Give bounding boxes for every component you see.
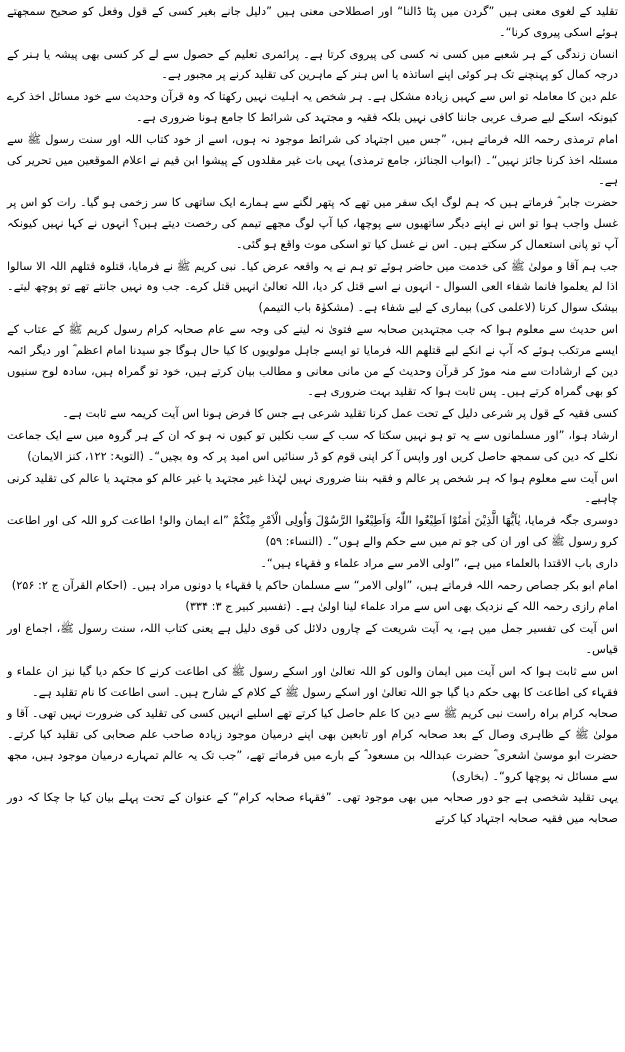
paragraph-tafseer-jamal: اس آیت کی تفسیر جمل میں ہے، یہ آیت شریعت کے چاروں دلائل کی قوی دلیل ہے یعنی کتاب اللہ، سنت رسول ﷺ، اجماع اور قیاس۔ xyxy=(7,622,618,656)
paragraph-human-following: انسان زندگی کے ہر شعبے میں کسی نہ کسی کی پیروی کرتا ہے۔ پرائمری تعلیم کے حصول سے لے کر کسی بھی پیشہ یا ہنر کے درجہ کمال کو پہنچنے تک ہر کوئی اپنے اساتذہ یا اس ہنر کے ماہرین کی تقلید کرنے پر مجبور ہے۔ xyxy=(7,47,618,82)
paragraph-hadith-conclusion: اس حدیث سے معلوم ہوا کہ جب مجتہدین صحابہ سے فتویٰ نہ لینے کی وجہ سے عام صحابہ کرام رسول کریم ﷺ کے عتاب کے ایسے مرتکب ہوئے کہ آپ نے انکے لیے قتلھم اللہ فرمایا تو ایسے جاہل مولویوں کا کیا حال ہوگا جو سیدنا امام اعظم ؓ اور دیگر ائمہ دین کے ارشادات سے منہ موڑ کر قرآن وحدیث کے من مانی معانی و مطالب بیان کرتے ہیں، خود تو گمراہ ہیں، سادہ لوح سنیوں کو بھی گمراہ کرتے ہیں۔ پس ثابت ہوا کہ تقلید بہت ضروری ہے۔ xyxy=(7,322,618,399)
paragraph-taqleed-shari: کسی فقیہ کے قول پر شرعی دلیل کے تحت عمل کرنا تقلید شرعی ہے جس کا فرض ہونا اس آیت کریمہ سے ثابت ہے۔ xyxy=(62,407,618,421)
paragraph-imam-tirmidhi: امام ترمذی رحمہ اللہ فرماتے ہیں، ”جس میں اجتہاد کی شرائط موجود نہ ہوں، اسے از خود کتاب اللہ اور سنت رسول ﷺ سے مسئلہ اخذ کرنا جائز نہیں“۔ (ابواب الجنائز، جامع ترمذی) یہی بات غیر مقلدوں کے پیشوا ابن قیم نے اعلام الموقعین میں تحریر کی ہے۔ xyxy=(7,132,618,188)
paragraph-an-nisa-verse: دوسری جگہ فرمایا، یٰاَیُّھَا الَّذِیْنَ اٰمَنُوْا اَطِیْعُوا اللّٰہَ وَاَطِیْعُوا الرَّسُوْلَ وَاُولِی الْاَمْرِ مِنْکُمْ ”اے ایمان والو! اطاعت کرو اللہ کی اور اطاعت کرو رسول ﷺ کی اور ان کی جو تم میں سے حکم والے ہوں“۔ (النساء: ۵۹) xyxy=(7,514,618,548)
paragraph-at-tawbah-verse: ارشاد ہوا، ”اور مسلمانوں سے یہ تو ہو نہیں سکتا کہ سب کے سب نکلیں تو کیوں نہ ہو کہ ان کے ہر گروہ میں سے ایک جماعت نکلے کہ دین کی سمجھ حاصل کریں اور واپس آ کر اپنی قوم کو ڈر سنائیں اس امید پر کہ وہ بچیں“۔ (التوبۃ: ۱۲۲، کنز الایمان) xyxy=(7,428,618,463)
paragraph-hazrat-jabir: حضرت جابر ؓ فرماتے ہیں کہ ہم لوگ ایک سفر میں تھے کہ پتھر لگنے سے ہمارے ایک ساتھی کا سر زخمی ہو گیا۔ رات کو اس پر غسل واجب ہوا تو اس نے اپنے دیگر ساتھیوں سے پوچھا، کیا آپ لوگ مجھے تیمم کی رخصت دیتے ہیں؟ انہوں نے کہا نہیں کیونکہ آپ تو پانی استعمال کر سکتے ہیں۔ اس نے غسل کیا تو اسکی موت واقع ہو گئی۔ xyxy=(7,196,618,251)
paragraph-imam-razi: امام رازی رحمہ اللہ کے نزدیک بھی اس سے مراد علماء لینا اولیٰ ہے۔ (تفسیر کبیر ج ۳: ۳۳۴) xyxy=(185,600,618,614)
paragraph-taqleed-shakhsi: یہی تقلید شخصی ہے جو دور صحابہ میں بھی موجود تھی۔ ”فقہاء صحابہ کرام“ کے عنوان کے تحت پہلے بیان کیا جا چکا کہ دور صحابہ میں فقیہ صحابہ اجتہاد کیا کرتے xyxy=(7,791,618,826)
paragraph-sahaba: صحابہ کرام براہ راست نبی کریم ﷺ سے دین کا علم حاصل کیا کرتے تھے اسلیے انہیں کسی کی تقلید کی ضرورت نہیں تھی۔ آقا و مولیٰ ﷺ کے ظاہری وصال کے بعد صحابہ کرام اور تابعین بھی اپنے درمیان موجود زیادہ صاحب علم صحابی کی تقلید کیا کرتے۔ حضرت ابو موسیٰ اشعری ؓ حضرت عبداللہ بن مسعود ؓ کے بارے میں فرماتے تھے، ”جب تک یہ عالم تمہارے درمیان موجود ہیں، مجھ سے مسائل نہ پوچھا کرو“۔ (بخاری) xyxy=(7,707,618,783)
paragraph-darimi: داری باب الاقتدا بالعلماء میں ہے، ”اولی الامر سے مراد علماء و فقہاء ہیں“۔ xyxy=(260,556,618,570)
paragraph-religious-knowledge: علم دین کا معاملہ تو اس سے کہیں زیادہ مشکل ہے۔ ہر شخص یہ اہلیت نہیں رکھتا کہ وہ قرآن وحدیث سے خود مسائل اخذ کرے کیونکہ اسکے لیے صرف عربی جاننا کافی نہیں بلکہ فقیہ و مجتہد کی شرائط کا جامع ہونا ضروری ہے۔ xyxy=(7,90,618,124)
paragraph-jassas: امام ابو بکر جصاص رحمہ اللہ فرماتے ہیں، ”اولی الامر“ سے مسلمان حاکم یا فقہاء یا دونوں مراد ہیں۔ (احکام القرآن ج ۲: ۲۵۶) xyxy=(11,578,618,592)
paragraph-obedience-proof: اس سے ثابت ہوا کہ اس آیت میں ایمان والوں کو اللہ تعالیٰ اور اسکے رسول ﷺ کی اطاعت کرنے کا حکم دیا گیا نیز ان علماء و فقہاء کی اطاعت کا بھی حکم دیا گیا جو اللہ تعالیٰ اور اسکے رسول ﷺ کے کلام کے شارح ہیں۔ اسی اطاعت کا نام تقلید ہے۔ xyxy=(7,664,618,699)
paragraph-taqleed-definition: تقلید کے لغوی معنی ہیں ”گردن میں پٹا ڈالنا“ اور اصطلاحی معنی ہیں ”دلیل جانے بغیر کسی کے قول وفعل کو صحیح سمجھتے ہوئے اسکی پیروی کرنا“۔ xyxy=(7,5,618,39)
paragraph-hadith-arabic: جب ہم آقا و مولیٰ ﷺ کی خدمت میں حاضر ہوئے تو ہم نے یہ واقعہ عرض کیا۔ نبی کریم ﷺ نے فرمایا، قتلوہ قتلھم اللہ الا سالوا اذا لم یعلموا فانما شفاء العی السوال - انہوں نے اسے قتل کر دیا، اللہ تعالیٰ انہیں قتل کرے۔ جب وہ نہیں جانتے تھے تو پوچھ لیتے۔ بیشک سوال کرنا (لاعلمی کی) بیماری کے لیے شفاء ہے۔ (مشکوٰۃ باب التیمم) xyxy=(7,259,618,315)
paragraph-verse-inference: اس آیت سے معلوم ہوا کہ ہر شخص پر عالم و فقیہ بننا ضروری نہیں لہٰذا غیر مجتہد یا غیر عالم کو مجتہد یا عالم کی تقلید کرنی چاہیے۔ xyxy=(7,471,618,506)
